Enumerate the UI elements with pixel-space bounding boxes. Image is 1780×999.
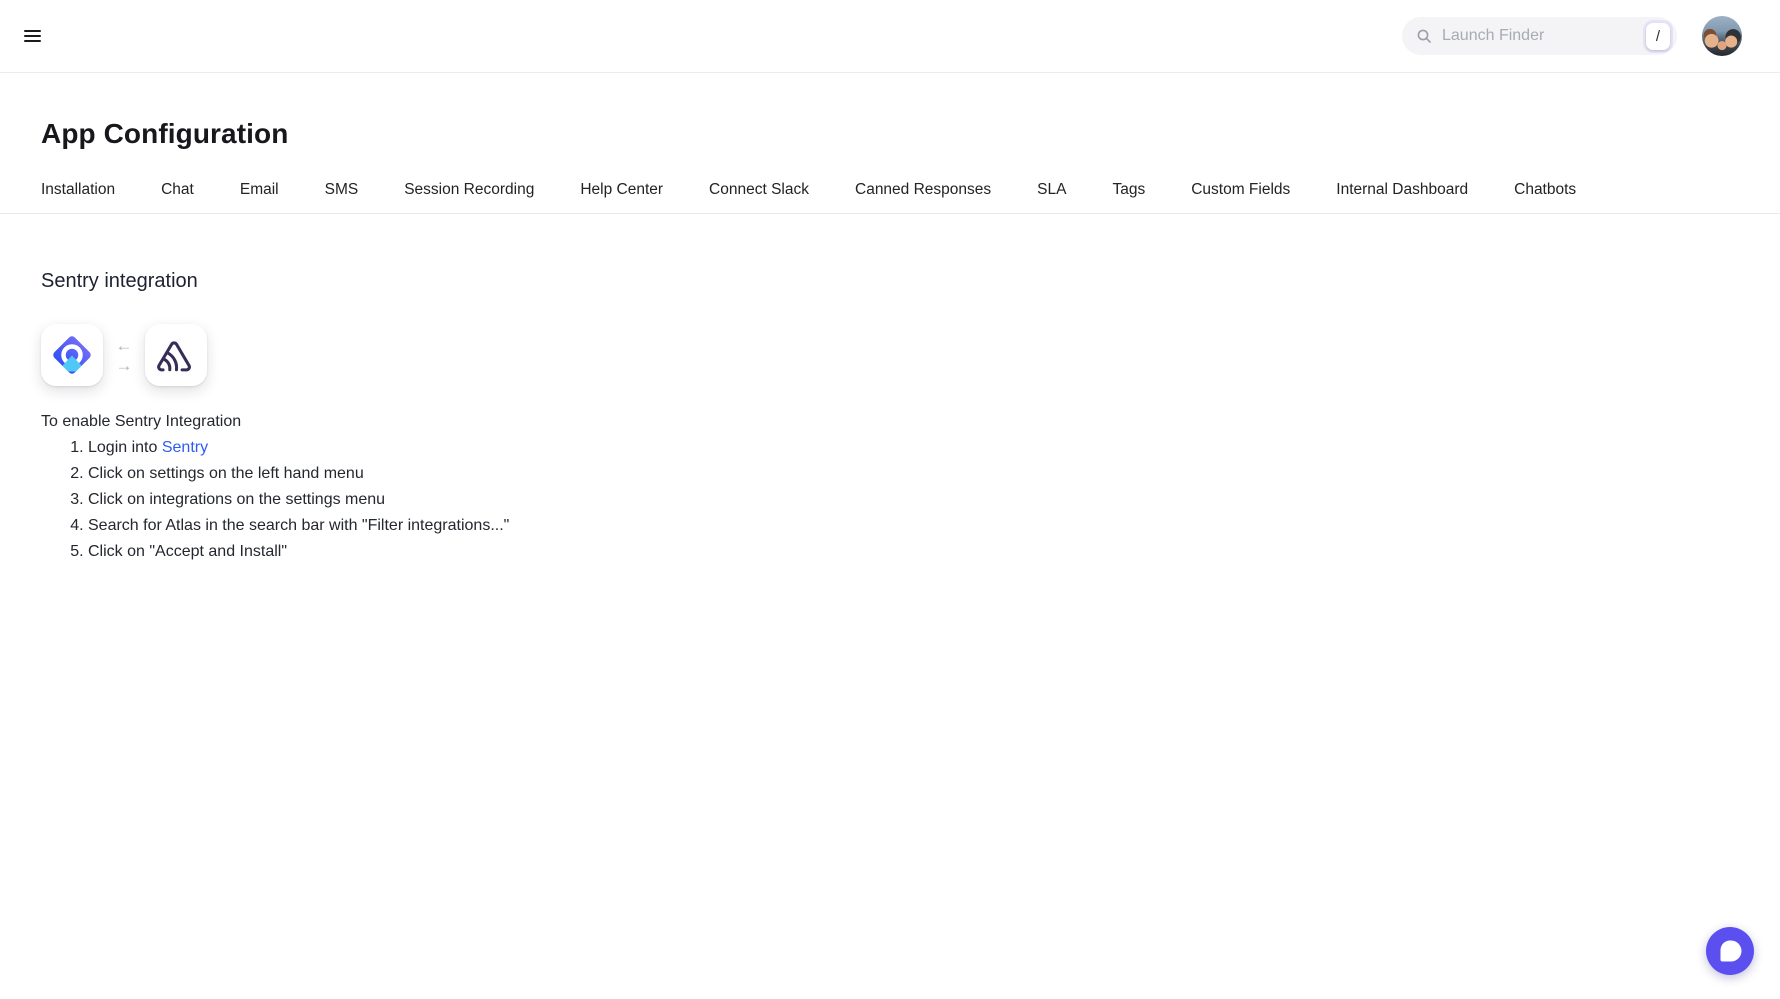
page-title: App Configuration [41,118,289,149]
menu-button[interactable] [18,24,47,48]
tab-connect-slack[interactable]: Connect Slack [709,181,809,198]
sentry-integration-section [0,214,1780,561]
integration-intro: To enable Sentry Integration [41,413,242,430]
chat-launcher-button[interactable] [1706,927,1754,975]
launch-finder-search[interactable] [1402,17,1677,55]
tab-canned-responses[interactable]: Canned Responses [855,181,992,198]
topbar-right [1402,16,1742,56]
tab-chat[interactable]: Chat [161,181,194,198]
transfer-arrows [103,337,145,374]
step-integrations: 3. Click on integrations on the settings menu [88,490,1739,509]
integration-icons [41,324,1739,386]
arrow-right-icon: → [115,355,133,375]
tab-help-center[interactable]: Help Center [580,181,664,198]
arrow-left-icon: ← [115,335,133,355]
sentry-app-card [145,324,207,386]
atlas-logo-icon [48,331,96,379]
tab-tags[interactable]: Tags [1112,181,1146,198]
shortcut-badge: / [1646,23,1670,50]
tab-installation[interactable]: Installation [41,181,116,198]
tab-custom-fields[interactable]: Custom Fields [1191,181,1291,198]
topbar [0,0,1780,73]
step-settings: 2. Click on settings on the left hand menu [88,464,1739,483]
tab-sla[interactable]: SLA [1037,181,1067,198]
tab-sms[interactable]: SMS [324,181,359,198]
atlas-app-card [41,324,103,386]
tab-session-recording[interactable]: Session Recording [404,181,535,198]
sentry-link[interactable]: Sentry [161,439,209,456]
step-search-atlas: 4. Search for Atlas in the search bar with "Filter integrations..." [88,516,1739,535]
search-input[interactable] [1440,26,1646,46]
integration-steps [41,438,1739,561]
hamburger-icon [24,30,41,42]
chat-bubble-icon [1720,940,1741,961]
tab-email[interactable]: Email [239,181,279,198]
section-heading: Sentry integration [41,270,198,292]
avatar[interactable] [1702,16,1742,56]
config-tabs [0,150,1780,214]
page-header [0,73,1780,150]
tab-internal-dashboard[interactable]: Internal Dashboard [1336,181,1469,198]
step-login [88,438,1739,457]
step-accept-install: 5. Click on "Accept and Install" [88,542,1739,561]
step-login-text: Login into [88,439,162,456]
sentry-logo-icon [153,332,199,378]
tab-chatbots[interactable]: Chatbots [1514,181,1577,198]
search-icon [1416,28,1432,44]
